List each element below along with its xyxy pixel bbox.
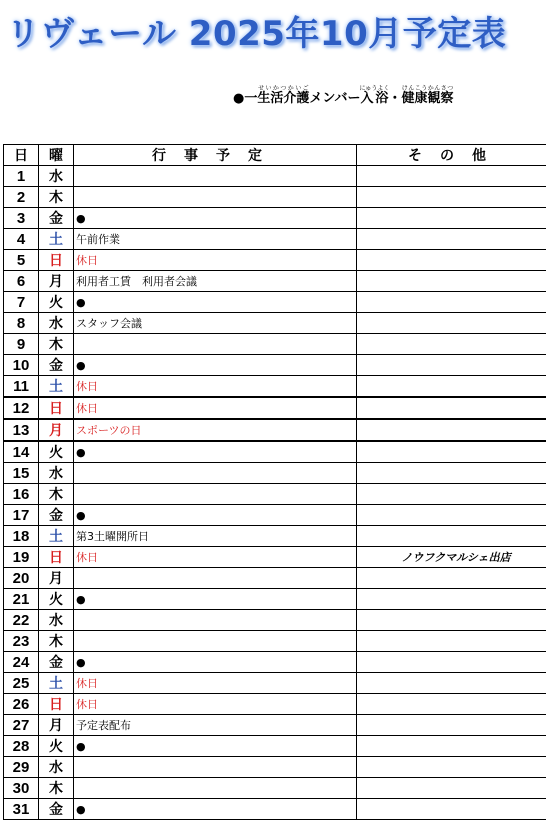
weekday-cell: 土 — [39, 376, 74, 398]
legend-part: ・ — [388, 91, 401, 106]
day-cell: 6 — [4, 271, 39, 292]
day-cell: 30 — [4, 778, 39, 799]
day-cell: 2 — [4, 187, 39, 208]
event-cell: ● — [74, 355, 357, 376]
weekday-cell: 金 — [39, 799, 74, 820]
event-cell: ● — [74, 505, 357, 526]
legend-part: メンバー — [309, 91, 360, 106]
legend-term: 入浴にゅうよく — [360, 91, 388, 106]
weekday-cell: 日 — [39, 397, 74, 419]
weekday-cell: 日 — [39, 694, 74, 715]
other-cell — [357, 694, 546, 715]
event-cell: 休日 — [74, 673, 357, 694]
other-cell — [357, 229, 546, 250]
weekday-cell: 月 — [39, 419, 74, 441]
weekday-cell: 火 — [39, 441, 74, 463]
event-cell — [74, 631, 357, 652]
weekday-cell: 火 — [39, 736, 74, 757]
table-row — [4, 673, 546, 694]
table-row — [4, 484, 546, 505]
event-cell: 休日 — [74, 250, 357, 271]
other-cell — [357, 589, 546, 610]
table-row — [4, 208, 546, 229]
event-cell: 休日 — [74, 397, 357, 419]
other-cell — [357, 166, 546, 187]
weekday-cell: 木 — [39, 334, 74, 355]
table-row — [4, 334, 546, 355]
day-cell: 31 — [4, 799, 39, 820]
day-cell: 11 — [4, 376, 39, 398]
weekday-cell: 水 — [39, 757, 74, 778]
day-cell: 24 — [4, 652, 39, 673]
event-cell: 利用者工賃 利用者会議 — [74, 271, 357, 292]
other-cell — [357, 757, 546, 778]
weekday-cell: 木 — [39, 778, 74, 799]
day-cell: 3 — [4, 208, 39, 229]
table-row — [4, 419, 546, 441]
table-row — [4, 547, 546, 568]
table-row — [4, 187, 546, 208]
day-cell: 9 — [4, 334, 39, 355]
other-cell — [357, 484, 546, 505]
event-cell: 休日 — [74, 376, 357, 398]
day-cell: 7 — [4, 292, 39, 313]
day-cell: 21 — [4, 589, 39, 610]
day-cell: 28 — [4, 736, 39, 757]
event-cell — [74, 610, 357, 631]
weekday-cell: 水 — [39, 610, 74, 631]
weekday-cell: 水 — [39, 313, 74, 334]
day-cell: 5 — [4, 250, 39, 271]
event-cell — [74, 463, 357, 484]
other-cell — [357, 505, 546, 526]
bullet-icon: ● — [233, 91, 244, 106]
event-cell — [74, 484, 357, 505]
day-cell: 25 — [4, 673, 39, 694]
table-row — [4, 568, 546, 589]
event-cell: ● — [74, 736, 357, 757]
event-cell: ● — [74, 208, 357, 229]
page-title: リヴェール 2025年10月予定表 — [6, 6, 506, 55]
event-cell — [74, 166, 357, 187]
legend-part: 一 — [244, 91, 257, 106]
day-cell: 8 — [4, 313, 39, 334]
event-cell: 第3土曜開所日 — [74, 526, 357, 547]
table-row — [4, 610, 546, 631]
header-events: 行事予定 — [74, 145, 357, 166]
weekday-cell: 土 — [39, 673, 74, 694]
weekday-cell: 月 — [39, 568, 74, 589]
weekday-cell: 水 — [39, 166, 74, 187]
day-cell: 26 — [4, 694, 39, 715]
table-row — [4, 441, 546, 463]
other-cell — [357, 313, 546, 334]
other-cell — [357, 271, 546, 292]
table-row — [4, 292, 546, 313]
table-row — [4, 589, 546, 610]
other-cell — [357, 673, 546, 694]
table-row — [4, 229, 546, 250]
table-row — [4, 715, 546, 736]
weekday-cell: 火 — [39, 589, 74, 610]
other-cell — [357, 568, 546, 589]
day-cell: 12 — [4, 397, 39, 419]
weekday-cell: 木 — [39, 484, 74, 505]
weekday-cell: 日 — [39, 547, 74, 568]
other-cell — [357, 376, 546, 398]
table-row — [4, 736, 546, 757]
table-row — [4, 526, 546, 547]
day-cell: 10 — [4, 355, 39, 376]
day-cell: 18 — [4, 526, 39, 547]
weekday-cell: 金 — [39, 208, 74, 229]
legend-term: 健康観察けんこうかんさつ — [401, 91, 453, 106]
event-cell: 休日 — [74, 694, 357, 715]
event-cell: ● — [74, 652, 357, 673]
event-cell: ● — [74, 799, 357, 820]
other-cell — [357, 463, 546, 484]
header-day: 日 — [4, 145, 39, 166]
other-cell — [357, 187, 546, 208]
table-row — [4, 250, 546, 271]
weekday-cell: 月 — [39, 715, 74, 736]
weekday-cell: 土 — [39, 229, 74, 250]
other-cell — [357, 208, 546, 229]
day-cell: 14 — [4, 441, 39, 463]
table-row — [4, 631, 546, 652]
other-cell — [357, 526, 546, 547]
table-row — [4, 271, 546, 292]
weekday-cell: 月 — [39, 271, 74, 292]
day-cell: 22 — [4, 610, 39, 631]
other-cell — [357, 397, 546, 419]
other-cell — [357, 778, 546, 799]
other-cell — [357, 355, 546, 376]
day-cell: 1 — [4, 166, 39, 187]
day-cell: 16 — [4, 484, 39, 505]
weekday-cell: 水 — [39, 463, 74, 484]
table-row — [4, 355, 546, 376]
schedule-table — [3, 144, 546, 820]
event-cell: スタッフ会議 — [74, 313, 357, 334]
other-cell — [357, 292, 546, 313]
day-cell: 4 — [4, 229, 39, 250]
event-cell — [74, 187, 357, 208]
other-cell — [357, 799, 546, 820]
other-cell — [357, 610, 546, 631]
schedule-body — [4, 166, 546, 820]
day-cell: 15 — [4, 463, 39, 484]
day-cell: 20 — [4, 568, 39, 589]
table-row — [4, 694, 546, 715]
weekday-cell: 金 — [39, 652, 74, 673]
weekday-cell: 金 — [39, 505, 74, 526]
table-row — [4, 397, 546, 419]
weekday-cell: 木 — [39, 631, 74, 652]
other-cell — [357, 715, 546, 736]
event-cell — [74, 568, 357, 589]
event-cell: ● — [74, 441, 357, 463]
other-cell: ノウフクマルシェ出店 — [357, 547, 546, 568]
weekday-cell: 日 — [39, 250, 74, 271]
day-cell: 19 — [4, 547, 39, 568]
table-row — [4, 505, 546, 526]
day-cell: 27 — [4, 715, 39, 736]
table-row — [4, 376, 546, 398]
day-cell: 23 — [4, 631, 39, 652]
legend — [233, 85, 453, 106]
other-cell — [357, 250, 546, 271]
table-row — [4, 166, 546, 187]
table-row — [4, 313, 546, 334]
day-cell: 29 — [4, 757, 39, 778]
day-cell: 13 — [4, 419, 39, 441]
header-row — [4, 145, 546, 166]
other-cell — [357, 631, 546, 652]
legend-term: 生活介護せいかつかいご — [257, 91, 309, 106]
other-cell — [357, 736, 546, 757]
event-cell: 予定表配布 — [74, 715, 357, 736]
event-cell: 午前作業 — [74, 229, 357, 250]
weekday-cell: 木 — [39, 187, 74, 208]
header-weekday: 曜 — [39, 145, 74, 166]
weekday-cell: 金 — [39, 355, 74, 376]
event-cell: ● — [74, 589, 357, 610]
legend-text — [244, 91, 453, 106]
event-cell — [74, 757, 357, 778]
weekday-cell: 火 — [39, 292, 74, 313]
table-row — [4, 778, 546, 799]
event-cell — [74, 778, 357, 799]
event-cell: スポーツの日 — [74, 419, 357, 441]
event-cell: ● — [74, 292, 357, 313]
other-cell — [357, 334, 546, 355]
weekday-cell: 土 — [39, 526, 74, 547]
event-cell — [74, 334, 357, 355]
day-cell: 17 — [4, 505, 39, 526]
other-cell — [357, 419, 546, 441]
table-row — [4, 799, 546, 820]
table-row — [4, 463, 546, 484]
event-cell: 休日 — [74, 547, 357, 568]
header-other: その他 — [357, 145, 546, 166]
other-cell — [357, 652, 546, 673]
table-row — [4, 757, 546, 778]
table-row — [4, 652, 546, 673]
other-cell — [357, 441, 546, 463]
